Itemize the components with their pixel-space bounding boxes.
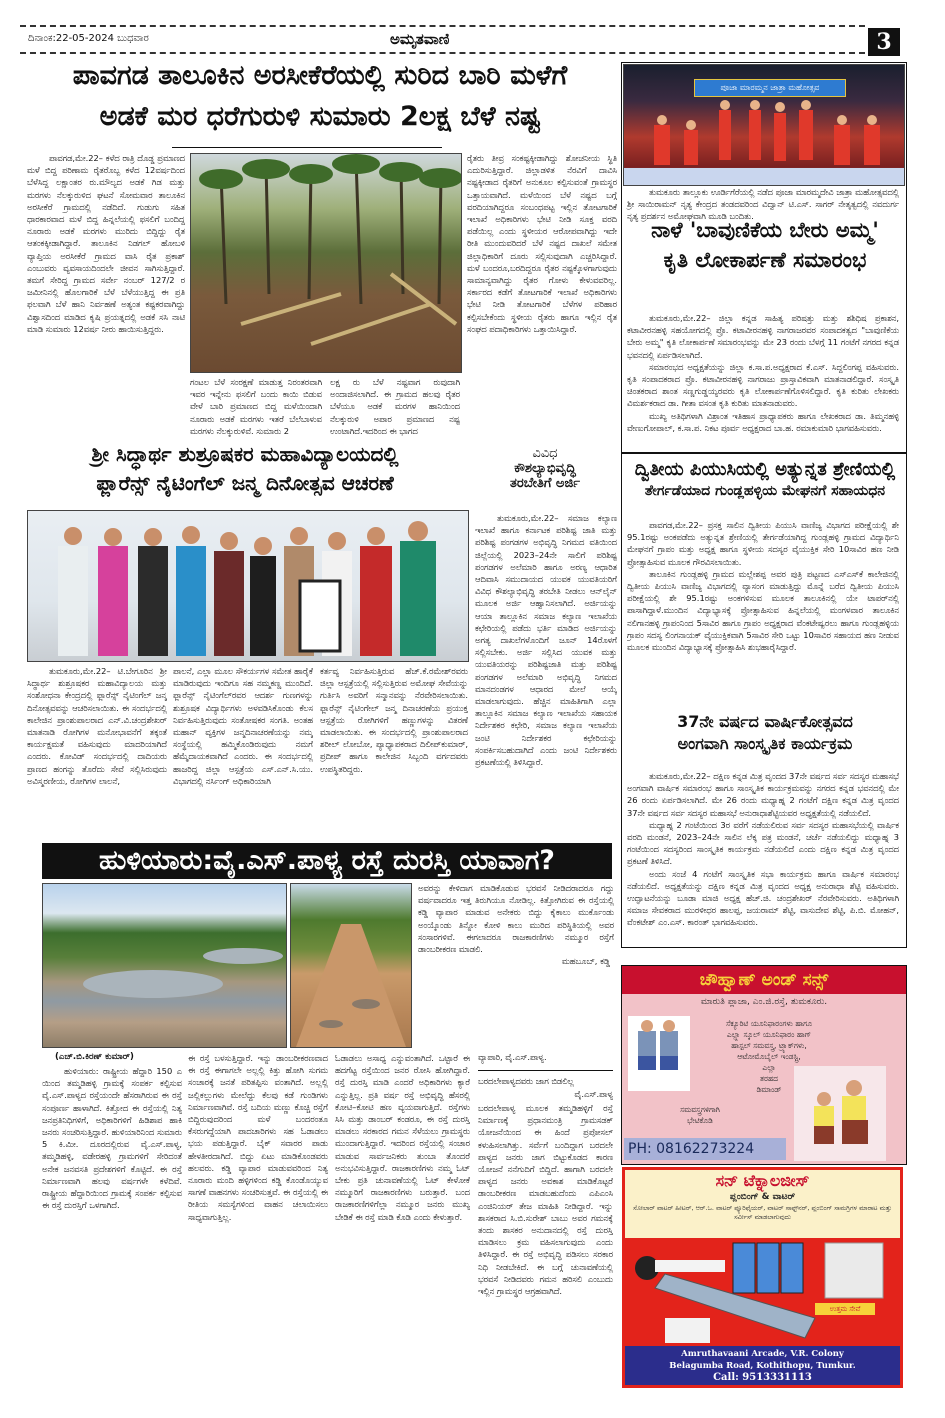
- nursing-col3: ಕರ್ತವ್ಯ ನಿರ್ವಹಿಸುತ್ತಿರುವ ಹೆಚ್.ಕೆ.ರಮೇಶ್‌ರವರು ಜಿಲ್ಲಾ ಆಸ್ಪತ್ರೆಯಲ್ಲಿ ಸಲ್ಲಿಸುತ್ತಿರುವ ಅಮೋಘ ಸೇವೆಯನ್ನು ಗುರ್ತಿಸಿ ಅವರಿಗೆ ಸನ್ಮಾನವನ್ನು ನೆರವೇರಿಸಲಾಯಿತು. ಫ್ಲಾರೆನ್ಸ್ ನೈಟಿಂಗೇಲ್ ಜನ್ಮ ದಿನಾಚರಣೆಯ ಪ್ರಯುಕ್ತ ಆಸ್ಪತ್ರೆಯ ರೋಗಿಗಳಿಗೆ ಹಣ್ಣುಗಳನ್ನು ವಿತರಣೆ ಮಾಡಲಾಯಿತು. ಈ ಸಂದರ್ಭದಲ್ಲಿ ಪ್ರಾಂಶುಪಾಲರಾದ ಶರೀಲ್ ಲೋಬೋ, ಪ್ಯಾಧ್ಯಾಪಕರಾದ ದಿಲೀಪ್‌ಕುಮಾರ್, ಪ್ರದೀಪ್ ಹಾಗೂ ಕಾಲೇಜಿನ ಸಿಬ್ಬಂದಿ ವರ್ಗದವರು ಉಪಸ್ಥಿತರಿದ್ದರು.: [320, 666, 468, 774]
- road-photo-right: [290, 883, 412, 1048]
- training-headline-line3: ತರಬೇತಿಗೆ ಅರ್ಜಿ: [510, 475, 580, 491]
- solar-ad-tagline: ಸೋಲಾರ್ ವಾಟರ್ ಹೀಟರ್, ಆರ್.ಒ. ವಾಟರ್ ಪ್ಯೂರಿಫೈಯರ್, ವಾಟರ್ ಸಾಫ್ಟ್‌ನರ್, ಪ್ಲಂಬಿಂಗ್ ಸಾಮಗ್ರಿಗಳ ಮಾರಾಟ ಮತ್ತು ಸರ್ವೀಸ್ ಮಾಡಲಾಗುವುದು: [633, 1204, 892, 1221]
- story1-col4: ರೈತರು ತೀವ್ರ ಸಂಕಷ್ಟಕ್ಕೀಡಾಗಿದ್ದು ಶೋಚನೀಯ ಸ್ಥಿತಿ ಎದುರಿಸುತ್ತಿದ್ದಾರೆ. ಜಿಲ್ಲಾಡಳಿತ ನೆರವಿಗೆ ದಾವಿಸಿ ನಷ್ಟಕ್ಕೀಡಾದ ರೈತರಿಗೆ ಅನುಕೂಲ ಕಲ್ಪಿಸುವಂತೆ ಗ್ರಾಮಸ್ಥರ ಒತ್ತಾಯವಾಗಿದೆ. ಮಳೆಯಿಂದ ಬೆಳೆ ನಷ್ಟದ ಬಗ್ಗೆ ವರದಿಯಾಗಿದ್ದರೂ ಸಂಬಂಧಪಟ್ಟ ಇಲ್ಲಿನ ತೋಟಗಾರಿಕೆ ಇಲಾಖೆ ಅಧಿಕಾರಿಗಳು ಭೇಟಿ ನೀಡಿ ಸೂಕ್ತ ವರದಿ ಪಡೆಯಿಲ್ಲ ಎಂದು ಸ್ಥಳೀಯರ ಆರೋಪವಾಗಿದ್ದು ಇದೇ ರೀತಿ ಮುಂದುವರಿದರೆ ಬೆಳೆ ನಷ್ಟದ ದಾಖಲೆ ಸಮೇತ ಜಿಲ್ಲಾಧಿಕಾರಿಗೆ ದೂರು ಸಲ್ಲಿಸುವುದಾಗಿ ಎಚ್ಚರಿಸಿದ್ದಾರೆ. ಮಳೆ ಬಂದರೂ,ಬರದಿದ್ದರೂ ರೈತರ ನಷ್ಟಕ್ಕೊಳಗಾಗುವುದು ಸಾಮಾನ್ಯವಾಗಿದ್ದು ರೈತರ ಗೋಳು ಕೇಳುವವರಿಲ್ಲ. ಸರ್ಕಾರದ ಕಡೆಗೆ ತೋಟಗಾರಿಕೆ ಇಲಾಖೆ ಅಧಿಕಾರಿಗಳು ಭೇಟಿ ನೀಡಿ ತೋಟಗಾರಿಕೆ ಬೆಳೆಗಳ ಪರಿಹಾರ ಕಲ್ಪಿಸಬೇಕೆಂದು ಸ್ಥಳೀಯ ರೈತರು ಹಾಗೂ ಇಲ್ಲಿನ ರೈತ ಸಂಘದ ಪದಾಧಿಕಾರಿಗಳು ಒತ್ತಾಯಿಸಿದ್ದಾರೆ.: [467, 153, 617, 334]
- road-col1: ಹುಳಿಯಾರು: ರಾಷ್ಟ್ರೀಯ ಹೆದ್ದಾರಿ 150 ಎ ಯಿಂದ ತಮ್ಮಡಿಹಳ್ಳಿ ಗ್ರಾಮಕ್ಕೆ ಸಂಪರ್ಕ ಕಲ್ಪಿಸುವ ವೈ.ಎಸ್.ಪಾಳ್ಯದ ರಸ್ತೆಯಂದೇ ಹೆಸರಾಗಿರುವ ಈ ರಸ್ತೆ ಸಂಪೂರ್ಣ ಹಾಳಾಗಿದೆ. ಕಿತ್ತೋದ ಈ ರಸ್ತೆಯಲ್ಲಿ ನಿತ್ಯ ಜನಪ್ರತಿನಿಧಿಗಳಿಗೆ, ಅಧಿಕಾರಿಗಳಿಗೆ ಹಿಡಿಶಾಪ ಹಾಕಿ ಜನರು ಸಂಚರಿಸುತ್ತಿದ್ದಾರೆ. ಹುಳಿಯಾರಿನಿಂದ ಸುಮಾರು 5 ಕಿ.ಮೀ. ದೂರದಲ್ಲಿರುವ ವೈ.ಎಸ್.ಪಾಳ್ಯ, ತಮ್ಮಡಿಹಳ್ಳಿ, ವಡೇರಹಳ್ಳಿ ಗ್ರಾಮಗಳಿಗೆ ಸೇರಿದಂತೆ ಅನೇಕ ಜನವಸತಿ ಪ್ರದೇಶಗಳಿಗೆ ಕೊಟ್ಟಿದೆ. ಈ ರಸ್ತೆ ನಿರ್ಮಾಣವಾಗಿ ಹಲವು ವರ್ಷಗಳೇ ಕಳೆದಿವೆ. ರಾಷ್ಟ್ರೀಯ ಹೆದ್ದಾರಿಯಿಂದ ಗ್ರಾಮಕ್ಕೆ ಸಂಪರ್ಕ ಕಲ್ಪಿಸುವ ಈ ರಸ್ತೆ ದುರಸ್ತಿಗೆ ಒಳಗಾಗಿದೆ.: [42, 1066, 182, 1211]
- road-col2: ಈ ರಸ್ತೆ ಬಳಸುತ್ತಿದ್ದಾರೆ. ಇನ್ನು ಡಾಂಬರೀಕರಣವಾದ ಈ ರಸ್ತೆ ಈಗಾಗಲೇ ಅಲ್ಲಲ್ಲಿ ಕಿತ್ತು ಹೋಗಿ ಸುಗಮ ಸಂಚಾರಕ್ಕೆ ಜನತೆ ಪರಿತಪ್ಪಿಸು ವಂತಾಗಿದೆ. ಅಲ್ಲಲ್ಲಿ ಜಲ್ಲಿಕಲ್ಲುಗಳು ಮೇಲೆದ್ದು ಕೆಲವು ಕಡೆ ಗುಂಡಿಗಳು ನಿರ್ಮಾಣವಾಗಿವೆ. ರಸ್ತೆ ಬದಿಯ ಮಣ್ಣು ಕೊಚ್ಚಿ ರಸ್ತೆಗೆ ಬಿದ್ದಿರುವುದರಿಂದ ಮಳೆ ಬಂದರಂತೂ ಕೆಸರುಗದ್ದೆಯಾಗಿ ಪಾದಚಾರಿಗಳು ಸಹ ಓಡಾಡಲು ಭಯ ಪಡುತ್ತಿದ್ದಾರೆ. ಬೈಕ್ ಸವಾರರ ಪಾಡು ಹೇಳತೀರದಾಗಿದೆ. ಬಿದ್ದು ಏಟು ಮಾಡಿಕೊಂಡವರು ಹಲವರು. ಕಡ್ಡಿ ವ್ಯಾಪಾರ ಮಾಡುವವರಿಂದ ನಿತ್ಯ ನೂರಾರು ಮಂದಿ ಹಳ್ಳಿಗಳಿಂದ ಕಡ್ಡಿ ಕೊಂಡೊಯ್ಯುವ ಸಾಗಣೆ ವಾಹನಗಳು ಸಂಚರಿಸುತ್ತವೆ. ಈ ರಸ್ತೆಯಲ್ಲಿ ಈ ರೀತಿಯ ಸಮಸ್ಯೆಗಳಿಂದ ವಾಹನ ಚಲಾಯಿಸಲು ಸಾಧ್ಯವಾಗುತ್ತಿಲ್ಲ.: [188, 1053, 328, 1222]
- dancers-illustration: [624, 65, 904, 185]
- uniform-ad-lines: ಸೆಕ್ಯೂರಿಟಿ ಯೂನಿಫಾರಂಗಳು ಹಾಗೂ ಎಲ್ಲ್ಲಾ ಸ್ಕೂಲ್ ಯೂನಿಫಾರಂ ಹಾಗ್ ಹಾಸ್ಟಲ್ ಸಮವಸ್ತ್ರ, ಟ್ರ್ಯಾಕ್‌ಗಳು, ಆಟೋಮೊಬೈಲ್ ಇಂಡಸ್ಟ್ರಿ, ಎಲ್ಲಾ ತರಹದ ಡಿಮಾಂಡ್: [725, 1019, 813, 1094]
- nursing-col2: ಪಾಲನೆ, ಎಲ್ಲಾ ಮೂಲ ಸೌಕರ್ಯಗಳ ಸಮೇತ ಹಾರೈಕೆ ಮಾಡಿರುವುದು ಇಂದಿಗೂ ಸಹ ನಮ್ಮಕಣ್ಣ ಮುಂದಿದೆ. ಫ್ಲಾರೆನ್ಸ್ ನೈಟಿಂಗೆಲ್‌ರವರ ಆದರ್ಶ ಗುಣಗಳನ್ನು ಶುಶ್ರೂಷಕ ವಿದ್ಯಾರ್ಥಿಗಳು ಅಳವಡಿಸಿಕೊಂಡು ಕೆಲಸ ನಿರ್ವಹಿಸುತ್ತಿರುವುದು ಸಂತೋಷಕರ ಸಂಗತಿ. ಅಂತಹ ಮಹಾನ್ ವ್ಯಕ್ತಿಗಳ ಜನ್ಮದಿನಾಚರಣೆಯನ್ನು ನಮ್ಮ ಸಂಸ್ಥೆಯಲ್ಲಿ ಹಮ್ಮಿಕೊಂಡಿರುವುದು ನಮಗೆ ಹೆಮ್ಮೆದಾಯಕವಾಗಿದೆ ಎಂದರು. ಈ ಸಂದರ್ಭದಲ್ಲಿ ಹಾಜರಿದ್ದ ಜಿಲ್ಲಾ ಆಸ್ಪತ್ರೆಯ ಎಸ್.ಎನ್.ಸಿ.ಯು. ವಿಭಾಗದಲ್ಲಿ ನರ್ಸಿಂಗ್ ಅಧಿಕಾರಿಯಾಗಿ: [173, 666, 313, 786]
- nursing-headline-line2: ಫ್ಲಾರೆನ್ಸ್ ನೈಟಿಂಗೆಲ್ ಜನ್ಮ ದಿನೋತ್ಸವ ಆಚರಣೆ: [96, 471, 394, 495]
- road-right-sign: ಮಹಬೂಬ್, ಕಡ್ಡಿ: [561, 956, 610, 967]
- road-right-top: ಅವರನ್ನು ಕೇಳಿದಾಗ ಮಾಡಿಕೊಡುವ ಭರವಸೆ ನೀಡಿದರಾದರೂ ಗದ್ದು ವರ್ಷವಾದರೂ ಇತ್ತ ತಿರುಗಿಯೂ ನೋಡಿಲ್ಲ. ಕಿತ್ತೋಗಿರುವ ಈ ರಸ್ತೆಯಲ್ಲಿ ಕಡ್ಡಿ ವ್ಯಾಪಾರ ಮಾಡುವ ಅನೇಕರು ಬಿದ್ದು ಕೈಕಾಲು ಮುರ್ಕೊಂಡು ಅಂಯ್ಕೊಂಡು ತಿನ್ನೋ ಕೋಳಿ ಕಾಲು ಮುರಿದ ಪರಿಸ್ಥಿತಿಯಲ್ಲಿ ಅವರ ಸಂಸಾರಗಳಿವೆ. ಈಗಲಾದರೂ ರಾಜಕಾರಣಿಗಳು ನಮ್ಮೂರ ರಸ್ತೆಗೆ ಡಾಂಬರೀಕರಣ ಮಾಡಲಿ. ಮಹಬೂಬ್, ಕಡ್ಡಿ: [418, 883, 614, 967]
- road-col4: ಬರದಲೇಪಾಳ್ಯ ಮೂಲಕ ತಮ್ಮಡಿಹಳ್ಳಿಗೆ ರಸ್ತೆ ನಿರ್ಮಾಣಕ್ಕೆ ಪ್ರಧಾನಮಂತ್ರಿ ಗ್ರಾಮಸಡಕ್ ಯೋಜನೆಯಿಂದ ಈ ಹಿಂದೆ ಪ್ರಪೋಸಲ್ ಕಳುಹಿಸಲಾಗಿತ್ತು. ಸರ್ವೆಗೆ ಬಂದಿದ್ದಾಗ ಬರದಲೇ ಪಾಳ್ಯದ ಜನರು ಜಾಗ ಬಿಟ್ಟುಕೊಡದ ಕಾರಣ ಯೋಜನೆ ನನೆಗುದಿಗೆ ಬಿದ್ದಿದೆ. ಹಾಗಾಗಿ ಬರದಲೇ ಪಾಳ್ಯದ ಜನರು ಅವಕಾಶ ಮಾಡಿಕೊಟ್ಟರೆ ಡಾಂಬರೀಕರಣ ಮಾಡಬಹುದೆಂದು ಎಪಿಎಂಸಿ ಎಂಜಿನಿಯರ್ ತೇಜ ಮಾಹಿತಿ ನೀಡಿದ್ದಾರೆ. ಇನ್ನು ಶಾಸಕರಾದ ಸಿ.ಬಿ.ಸುರೇಶ್ ಬಾಬು ಅವರ ಗಮನಕ್ಕೆ ತಂದು ಶಾಸಕರ ಅನುದಾನದಲ್ಲಿ ರಸ್ತೆ ದುರಸ್ತಿ ಮಾಡಿಸಲು ಕ್ರಮ ವಹಿಸಲಾಗುವುದು ಎಂದು ತಿಳಿಸಿದ್ದಾರೆ. ಈ ರಸ್ತೆ ಅಭಿವೃದ್ಧಿ ಪಡಿಸಲು ಸರಕಾರ ನಿಧಿ ನೀಡಬೇಕಿದೆ. ಈ ಬಗ್ಗೆ ಚುನಾವಣೆಯಲ್ಲಿ ಭರವಸೆ ನೀಡಿದವರು ಗಮನ ಹರಿಸಲಿ ಎಂಬುದು ಇಲ್ಲಿನ ಗ್ರಾಮಸ್ಥರ ಆಗ್ರಹವಾಗಿದೆ.: [478, 1103, 613, 1297]
- puc-headline-line2: ತೇರ್ಗಡೆಯಾದ ಗುಂಡ್ಲಹಳ್ಳಿಯ ಮೇಘನಗೆ ಸಹಾಯಧನ: [644, 482, 886, 499]
- puc-body: ಪಾವಗಡ,ಮೇ.22– ಪ್ರಸಕ್ತ ಸಾಲಿನ ದ್ವಿತೀಯ ಪಿಯುಸಿ ವಾಣಿಜ್ಯ ವಿಭಾಗದ ಪರೀಕ್ಷೆಯಲ್ಲಿ ಶೇ 95.1ರಷ್ಟು ಅಂಕಪಡೆದು ಅತ್ಯುನ್ನತ ಶ್ರೇಣಿಯಲ್ಲಿ ತೇರ್ಗಡೆಯಾಗಿದ್ದ ಗುಂಡ್ಲಹಳ್ಳಿ ಗ್ರಾಮದ ವಿದ್ಯಾರ್ಥಿನಿ ಮೇಘನಗೆ ಗ್ರಾಪಂ ಮತ್ತು ಅಧ್ಯಕ್ಷ ಹಾಗೂ ಸ್ಥಳೀಯ ಸದಸ್ಯರ ವೈಯುಕ್ತಿಕ ಸೇರಿ 10ಸಾವಿರ ಹಣ ನೀಡಿ ಪ್ರೋತ್ಸಾಹಿಸುವ ಮೂಲಕ ಗೌರವಿಸಲಾಯಿತು. ತಾಲೂಕಿನ ಗುಂಡ್ಲಹಳ್ಳಿ ಗ್ರಾಮದ ಮಲ್ಲೇಶಪ್ಪ ಅವರ ಪುತ್ರಿ ಪಟ್ಟಣದ ಎಸ್‌ಎಸ್‌ಕೆ ಕಾಲೇಜಿನಲ್ಲಿ ದ್ವಿತೀಯ ಪಿಯುಸಿ ವಾಣಿಜ್ಯ ವಿಭಾಗದಲ್ಲಿ ವ್ಯಾಸಂಗ ಮಾಡುತ್ತಿದ್ದು ಮೊನ್ನೆ ಬರೆದ ದ್ವಿತೀಯ ಪಿಯುಸಿ ಪರೀಕ್ಷೆಯಲ್ಲಿ ಶೇ 95.1ರಷ್ಟು ಅಂಕಗಳಿಸುವ ಮೂಲಕ ತಾಲೂಕಿನಲ್ಲಿ ಯೇ ಟಾಪರ್‌ನಲ್ಲಿ ಪಾಸಾಗಿದ್ದಾಳೆ.ಮುಂದಿನ ವಿದ್ಯಾಭ್ಯಾಸಕ್ಕೆ ಪ್ರೋತ್ಸಾಹಿಸುವ ಹಿನ್ನಲೆಯಲ್ಲಿ ಮಂಗಳವಾರ ತಾಲೂಕಿನ ನಲಿಗಾನಹಳ್ಳಿ ಗ್ರಾಪಂನಿಂದ 5ಸಾವಿರ ಹಾಗೂ ಗ್ರಾಪಂ ಅಧ್ಯಕ್ಷರಾದ ವೆಂಕಟೇಷ್ವರಲು ಹಾಗೂ ಗುಂಡ್ಲಹಳ್ಳಿಯ ಗ್ರಾಪಂ ಸದಸ್ಯ ಲಿಂಗನಾಯಕ್ ವೈಯುಕ್ತಿಕವಾಗಿ 5ಸಾವಿರ ಸೇರಿ ಒಟ್ಟು 10ಸಾವಿರ ಸಹಾಯದ ಹಣ ನೀಡುವ ಮೂಲಕ ಮುಂದಿನ ವಿದ್ಯಾಭ್ಯಾಸಕ್ಕೆ ಪ್ರೋತ್ಸಾಹಿಸಿ ಶುಭಹಾರೈಸಿದ್ದಾರೆ.: [627, 520, 899, 653]
- book-headline-line1: ನಾಳೆ 'ಬಾವುಣಿಕೆಯ ಬೇರು ಅಮ್ಮ': [651, 218, 879, 242]
- solar-ad-address2: Belagumba Road, Kothithopu, Tumkur.: [669, 1361, 856, 1371]
- jatra-caption: ತುಮಕೂರು ತಾಲ್ಲೂಕು ಊರ್ಡಿಗೆರೆಯಲ್ಲಿ ನಡೆದ ಪೂಜಾ ಮಾರಮ್ಮದೇವಿ ಜಾತ್ರಾ ಮಹೋತ್ಸವದಲ್ಲಿ ಶ್ರೀ ಸಾಯಿರಾಮನ್ ನೃತ್ಯ ಕೇಂದ್ರದ ತಂಡದವರಿಂದ ವಿದ್ವಾನ್ ಟಿ.ಎಸ್. ಸಾಗರ್ ನೇತೃತ್ವದಲ್ಲಿ ನವದುರ್ಗ ನೃತ್ಯ ಪ್ರದರ್ಶನ ಅಮೋಘವಾಗಿ ಮೂಡಿ ಬಂದಿತು.: [627, 187, 899, 222]
- solar-ad-call[interactable]: Call: 9513331113: [713, 1372, 812, 1383]
- uniform-ad-title: ಚೌಹ್ವಾಣ್ ಅಂಡ್ ಸನ್ಸ್: [622, 966, 906, 994]
- anniv-body: ತುಮಕೂರು,ಮೇ.22– ದಕ್ಷಿಣ ಕನ್ನಡ ಮಿತ್ರ ವೃಂದದ 37ನೇ ವರ್ಷದ ಸರ್ವ ಸದಸ್ಯರ ಮಹಾಸಭೆ ಅಂಗವಾಗಿ ವಾರ್ಷಿಕ ಸಮಾರಂಭ ಹಾಗೂ ಸಾಂಸ್ಕೃತಿಕ ಕಾರ್ಯಕ್ರಮವನ್ನು ನಗರದ ಕನ್ನಡ ಭವನದಲ್ಲಿ ಮೇ 26 ರಂದು ಏರ್ಪಡಿಸಲಾಗಿದೆ. ಮೇ 26 ರಂದು ಮಧ್ಯಾಹ್ನ 2 ಗಂಟೆಗೆ ದಕ್ಷಿಣ ಕನ್ನಡ ಮಿತ್ರ ವೃಂದದ 37ನೇ ವರ್ಷದ ಸರ್ವ ಸದಸ್ಯರ ಮಹಾಸಭೆ ಅನುರಾಧಾಶೆಟ್ಟಿಯವರ ಅಧ್ಯಕ್ಷತೆಯಲ್ಲಿ ನಡೆಯಲಿದೆ. ಮಧ್ಯಾಹ್ನ 2 ಗಂಟೆಯಿಂದ 3ರ ವರೆಗೆ ನಡೆಯಲಿರುವ ಸರ್ವ ಸದಸ್ಯರ ಮಹಾಸಭೆಯಲ್ಲಿ ವಾರ್ಷಿಕ ವರದಿ ಮಂಡನೆ, 2023–24ನೇ ಸಾಲಿನ ಲೆಕ್ಕ ಪತ್ರ ಮಂಡನೆ, ಚರ್ಚೆ ನಡೆಯಲಿದ್ದು ಮಧ್ಯಾಹ್ನ 3 ಗಂಟೆಯಿಂದ ಸದಸ್ಯರಿಂದ ಸಾಂಸ್ಕೃತಿಕ ಕಾರ್ಯಕ್ರಮ ನಡೆಯಲಿದೆ ಎಂದು ದಕ್ಷಿಣ ಕನ್ನಡ ಮಿತ್ರ ವೃಂದದ ಪ್ರಕಟಣೆ ತಿಳಿಸಿದೆ. ಅಂದು ಸಂಜೆ 4 ಗಂಟೆಗೆ ಸಾಂಸ್ಕೃತಿಕ ಸಭಾ ಕಾರ್ಯಕ್ರಮ ಹಾಗೂ ವಾರ್ಷಿಕ ಸಮಾರಂಭ ನಡೆಯಲಿದೆ. ಅಧ್ಯಕ್ಷತೆಯನ್ನು ದಕ್ಷಿಣ ಕನ್ನಡ ಮಿತ್ರ ವೃಂದದ ಅಧ್ಯಕ್ಷ ಅನುರಾಧಾ ಶೆಟ್ಟಿ ವಹಿಸುವರು. ಉದ್ಘಾಟನೆಯನ್ನು ಬೂಡಾ ಮಾಜಿ ಅಧ್ಯಕ್ಷ ಹೆಚ್.ಜಿ. ಚಂದ್ರಶೇಖರ್ ನೆರವೇರಿಸುವರು. ಅತಿಥಿಗಳಾಗಿ ಸಮಾಜ ಸೇವಕರಾದ ಮುರಳೀಧರ ಹಾಲಪ್ಪ, ಜಯರಾಮ್ ಶೆಟ್ಟಿ, ವಾಸುದೇವ ಶೆಟ್ಟಿ, ಪಿ.ಬಿ. ಮೋಹನ್, ವೆಂಕಟೇಶ್ ಎಂ.ಎಸ್. ಕಾರಂತ್ ಭಾಗವಹಿಸುವರು.: [627, 771, 899, 928]
- story1-headline-line2: ಅಡಕೆ ಮರ ಧರೆಗುರುಳಿ ಸುಮಾರು 2ಲಕ್ಷ ಬೆಳೆ ನಷ್ಟ: [99, 101, 541, 133]
- book-body: ತುಮಕೂರು,ಮೇ.22– ಜಿಲ್ಲಾ ಕನ್ನಡ ಸಾಹಿತ್ಯ ಪರಿಷತ್ತು ಮತ್ತು ಶಶಿಧಿಷ ಪ್ರಕಾಶನ, ಕಟಾವೀರನಹಳ್ಳಿ ಸಹಯೋಗದಲ್ಲಿ ಪ್ರೊ. ಕಟಾವೀರನಹಳ್ಳಿ ನಾಗರಾಜರವರ ಸಂಪಾದಕತ್ವದ "ಬಾವುಣಿಕೆಯ ಬೇರು ಅಮ್ಮ" ಕೃತಿ ಲೋಕಾರ್ಪಣೆ ಸಮಾರಂಭವನ್ನು ಮೇ 23 ರಂದು ಬೆಳಗ್ಗೆ 11 ಗಂಟೆಗೆ ನಗರದ ಕನ್ನಡ ಭವನದಲ್ಲಿ ಏರ್ಪಡಿಸಲಾಗಿದೆ. ಸಮಾರಂಭದ ಅಧ್ಯಕ್ಷತೆಯನ್ನು ಜಿಲ್ಲಾ ಕ.ಸಾ.ಪ.ಅಧ್ಯಕ್ಷರಾದ ಕೆ.ಎಸ್. ಸಿದ್ದಲಿಂಗಪ್ಪ ವಹಿಸುವರು. ಕೃತಿ ಸಂಪಾದಕರಾದ ಪ್ರೊ. ಕಟಾವೀರನಹಳ್ಳಿ ನಾಗರಾಜು ಪ್ರಾಸ್ತಾವಿಕವಾಗಿ ಮಾತನಾಡಲಿದ್ದಾರೆ. ಸಂಸ್ಕೃತಿ ಚಿಂತಕರಾದ ಶಾಂತ ಸಣ್ಣಗುಡ್ಡಯ್ಯರವರು ಕೃತಿ ಲೋಕಾರ್ಪಣೆಗೊಳಿಸಲಿದ್ದಾರೆ. ಕೃತಿ ಕುರಿತು ಲೇಖಕರು ವಿಮರ್ಶಕರಾದ ಡಾ. ಗೀತಾ ವಸಂತ ಕೃತಿ ಕುರಿತು ಮಾತನಾಡುವರು. ಮುಖ್ಯ ಅತಿಥಿಗಳಾಗಿ ವಿಶ್ರಾಂತ ಇತಿಹಾಸ ಪ್ರಾಧ್ಯಾಪಕರು ಹಾಗೂ ಲೇಖಕರಾದ ಡಾ. ತಿಮ್ಮನಹಳ್ಳಿ ವೇಣುಗೋಪಾಲ್, ಕ.ಸಾ.ಪ. ನಿಕಟ ಪೂರ್ವ ಅಧ್ಯಕ್ಷರಾದ ಬಾ.ಹ. ರಮಾಕುಮಾರಿ ಭಾಗವಹಿಸುವರು.: [627, 313, 899, 433]
- training-headline: [470, 447, 620, 492]
- muddy-road-illustration: [291, 884, 411, 1047]
- training-headline-line2: ಕೌಶಲ್ಯಾಭಿವೃದ್ಧಿ: [514, 460, 576, 476]
- story1-headline-line1: ಪಾವಗಡ ತಾಲೂಕಿನ ಅರಸೀಕೆರೆಯಲ್ಲಿ ಸುರಿದ ಬಾರಿ ಮಳೆಗೆ: [72, 60, 568, 91]
- road-byline: (ಎಚ್.ಬಿ.ಕಿರಣ್ ಕುಮಾರ್): [55, 1052, 134, 1062]
- story1-col3: ಲಕ್ಷ ರು ಬೆಳೆ ನಷ್ಟವಾಗ ರುವುದಾಗಿ ಅಂದಾಜಿಸಲಾಗಿದೆ. ಈ ಗ್ರಾಮದ ಹಲವು ರೈತರ ಬೆಳೆಯೂ ಅಡಕೆ ಮರಗಳ ಹಾನಿಯಿಂದ ನೆಲಕ್ಕುರುಳಿ ಅಪಾರ ಪ್ರಮಾಣದ ನಷ್ಟ ಉಂಟಾಗಿದೆ.ಇದರಿಂದ ಈ ಭಾಗದ: [330, 377, 460, 436]
- uniform-ad-address: ಮಾರುತಿ ಪ್ಲಾಜಾ, ಎಂ.ಜಿ.ರಸ್ತೆ, ತುಮಕೂರು.: [700, 997, 828, 1007]
- areca-trees-illustration: [191, 154, 461, 372]
- solar-ad-address1: Amruthavaani Arcade, V.R. Colony: [681, 1349, 844, 1359]
- book-headline-line2: ಕೃತಿ ಲೋಕಾರ್ಪಣೆ ಸಮಾರಂಭ: [663, 248, 867, 273]
- nursing-headline: [20, 443, 470, 495]
- page-number: 3: [868, 28, 900, 56]
- jatra-photo: [623, 64, 905, 186]
- uniform-ad-phone[interactable]: PH: 08162273224: [624, 1138, 786, 1160]
- solar-ad-subtitle: ಪ್ಲಂಬಿಂಗ್ & ವಾಟರ್: [729, 1192, 796, 1202]
- masthead-title: ಅಮೃತವಾಣಿ: [390, 30, 450, 48]
- anniv-headline-line2: ಅಂಗವಾಗಿ ಸಾಂಸ್ಕೃತಿಕ ಕಾರ್ಯಕ್ರಮ: [677, 734, 853, 754]
- training-headline-line1: ವಿವಿಧ: [532, 446, 558, 461]
- training-body: ತುಮಕೂರು,ಮೇ.22– ಸಮಾಜ ಕಲ್ಯಾಣ ಇಲಾಖೆ ಹಾಗೂ ಕರ್ನಾಟಕ ಪರಿಶಿಷ್ಟ ಜಾತಿ ಮತ್ತು ಪರಿಶಿಷ್ಟ ಪಂಗಡಗಳ ಅಭಿವೃದ್ಧಿ ನಿಗಮದ ವತಿಯಿಂದ ಜಿಲ್ಲೆಯಲ್ಲಿ 2023–24ನೇ ಸಾಲಿಗೆ ಪರಿಶಿಷ್ಟ ಪಂಗಡಗಳ ಅಲೆಮಾರಿ ಹಾಗೂ ಅರಣ್ಯ ಆಧಾರಿತ ಆದಿವಾಸಿ ಸಮುದಾಯದ ಯುವಕ ಯುವತಿಯರಿಗೆ ವಿವಿಧ ಕೌಶಲ್ಯಾಭಿವೃದ್ಧಿ ತರಬೇತಿ ನೀಡಲು ಆನ್‌ಲೈನ್ ಮೂಲಕ ಅರ್ಜಿ ಆಹ್ವಾನಿಸಲಾಗಿದೆ. ಅರ್ಜಿಯನ್ನು ಆಯಾ ತಾಲ್ಲೂಕಿನ ಸಮಾಜ ಕಲ್ಯಾಣ ಇಲಾಖೆಯ ಕಛೇರಿಯಲ್ಲಿ ಪಡೆದು ಭರ್ತಿ ಮಾಡಿದ ಅರ್ಜಿಯನ್ನು ಅಗತ್ಯ ದಾಖಲೆಗಳೊಂದಿಗೆ ಜೂನ್ 14ರೊಳಗೆ ಸಲ್ಲಿಸಬೇಕು. ಅರ್ಜಿ ಸಲ್ಲಿಸಿದ ಯುವಕ ಮತ್ತು ಯುವತಿಯರನ್ನು ಪರಿಶಿಷ್ಟಜಾತಿ ಮತ್ತು ಪರಿಶಿಷ್ಟ ಪಂಗಡಗಳ ಅಲೆಮಾರಿ ಅಭಿವೃದ್ಧಿ ನಿಗಮದ ಮಾನದಂಡಗಳ ಆಧಾರದ ಮೇಲೆ ಆಯ್ಕೆ ಮಾಡಲಾಗುವುದು. ಹೆಚ್ಚಿನ ಮಾಹಿತಿಗಾಗಿ ಎಲ್ಲಾ ತಾಲ್ಲೂಕಿನ ಸಮಾಜ ಕಲ್ಯಾಣ ಇಲಾಖೆಯ ಸಹಾಯಕ ನಿರ್ದೇಶಕರ ಕಛೇರಿ, ಸಮಾಜ ಕಲ್ಯಾಣ ಇಲಾಖೆಯ ಜಂಟಿ ನಿರ್ದೇಶಕರ ಕಛೇರಿಯನ್ನು ಸಂಪರ್ಕಿಸಬಹುದಾಗಿದೆ ಎಂದು ಜಂಟಿ ನಿರ್ದೇಶಕರು ಪ್ರಕಟಣೆಯಲ್ಲಿ ತಿಳಿಸಿದ್ದಾರೆ.: [475, 513, 617, 768]
- nursing-group-photo: [27, 510, 469, 662]
- road-col4-rule: [478, 1070, 613, 1071]
- solar-ad-title: ಸನ್ ಟೆಕ್ನಾಲಜೀಸ್: [715, 1171, 810, 1190]
- story1-headline: [20, 60, 620, 132]
- solar-ad-footer: [625, 1346, 900, 1386]
- road-col4-place: ವೈ.ಎಸ್.ಪಾಳ್ಯ: [574, 1089, 613, 1099]
- uniform-ad[interactable]: [621, 965, 907, 1165]
- nursing-headline-line1: ಶ್ರೀ ಸಿದ್ಧಾರ್ಥ ಶುಶ್ರೂಷಕರ ಮಹಾವಿದ್ಯಾಲಯದಲ್ಲಿ: [91, 442, 399, 466]
- puc-headline: [621, 460, 909, 499]
- uniform-boys-image: [628, 1016, 690, 1091]
- anniv-headline: [621, 713, 909, 754]
- road-photo-left: [42, 883, 287, 1048]
- solar-ad[interactable]: [622, 1167, 903, 1388]
- uniform-kids-image: [794, 1066, 886, 1161]
- anniv-headline-line1: 37ನೇ ವರ್ಷದ ವಾರ್ಷಿಕೋತ್ಸವದ: [677, 712, 853, 731]
- road-headline: ಹುಳಿಯಾರು:ವೈ.ಎಸ್.ಪಾಳ್ಯ ರಸ್ತೆ ದುರಸ್ತಿ ಯಾವಾಗ?: [42, 843, 612, 879]
- book-headline: [621, 218, 909, 272]
- story1-col2: ಗಂಟಲ ಬೆಳೆ ಸಂರಕ್ಷಣೆ ಮಾಡುತ್ತ ನಿರಂತರವಾಗಿ ಇವರ ಇನ್ನೇನು ಫಸಲಿಗೆ ಬಂದು ಕಾಯಿ ಬಿಡುವ ವೇಳೆ ಬಾರಿ ಪ್ರಮಾಣದ ಬಿದ್ದ ಮಳೆಯಿಂದಾಗಿ ನೂರಾರು ಅಡಕೆ ಮರಗಳು ಇತರೆ ಬೆಲೆಬಾಳುವ ಮರಗಳು ನೆಲಕ್ಕುರುಳಿವೆ. ಸುಮಾರು 2: [190, 377, 322, 436]
- story1-col1: ಪಾವಗಡ,ಮೇ.22– ಕಳೆದ ರಾತ್ರಿ ದೊಡ್ಡ ಪ್ರಮಾಣದ ಮಳೆ ಬಿದ್ದ ಪರಿಣಾಮ ರೈತರೊಬ್ಬ ಕಳೆದ 12ವರ್ಷದಿಂದ ಬೆಳೆಸಿದ್ದ ಲಕ್ಷಾಂತರ ರು.ಮೌಲ್ಯದ ಅಡಕೆ ಗಿಡ ಮತ್ತು ಮರಗಳು ನೆಲಕ್ಕುರುಳಿದ ಘಟನೆ ಸೋಮವಾರ ತಾಲೂಕಿನ ಅರಸೀಕೆರೆ ಗ್ರಾಮದಲ್ಲಿ ನಡೆದಿದೆ. ಗುಡುಗು ಸಹಿತ ಧಾರಕಾರವಾದ ಮಳೆ ಬಿದ್ದ ಹಿನ್ನಲೆಯಲ್ಲಿ ಫಸಲಿಗೆ ಬಂದಿದ್ದ ನೂರಾರು ಅಡಕೆ ಮರಗಳು ಮುರಿದು ಬಿದ್ದಿದ್ದು ರೈತ ಆತಂಕಕ್ಕೀಡಾಗಿದ್ದಾರೆ. ತಾಲೂಕಿನ ನಿಡಗಲ್ ಹೋಬಳಿ ವ್ಯಾಪ್ತಿಯ ಅರಸೀಕೆರೆ ಗ್ರಾಮದ ವಾಸಿ ರೈತ ಪ್ರಕಾಶ್ ಎಂಬುವರು ವ್ಯವಸಾಯದಿಂದಲೇ ಜೀವನ ಸಾಗಿಸುತ್ತಿದ್ದಾರೆ. ತಮಗೆ ಸೇರಿದ್ದ ಗ್ರಾಮದ ಸರ್ವೇ ನಂಬರ್ 127/2 ರ ಜಮೀನಿನಲ್ಲಿ ಹೊಲಗಾರಿಕೆ ಬೆಳೆ ಬೆಳೆಯುತ್ತಿದ್ದ ಈ ಪ್ರತಿ ಫಲವಾಗಿ ಬೆಳೆ ಹಾನಿ ನಿರ್ವಹಣೆ ಅತ್ಯಂತ ಕಷ್ಟಕರವಾಗಿದ್ದು ವಿಶ್ವಾಸದಿಂದ ಮಾಡಿದ ಕೃಷಿ ಪ್ರಯತ್ನದಲ್ಲಿ ಅಡಕೆ ಸಸಿ ನಾಟಿ ಮಾಡಿ ಸುಮಾರು 12ವರ್ಷ ನೀರು ಹಾಯಿಸುತ್ತಿದ್ದರು.: [27, 153, 185, 334]
- waterlogged-road-illustration: [43, 884, 286, 1047]
- solar-ad-badge: ಉತ್ತಮ ಸೇವೆ: [815, 1303, 875, 1315]
- nursing-col1: ತುಮಕೂರು,ಮೇ.22– ಟಿ.ಬೇಗೂರಿನ ಶ್ರೀ ಸಿದ್ಧಾರ್ಥ ಶುಶ್ರೂಷಕರ ಮಹಾವಿದ್ಯಾಲಯ ಮತ್ತು ಸಂಶೋಧನಾ ಕೇಂದ್ರದಲ್ಲಿ ಫ್ಲಾರೆನ್ಸ್ ನೈಟಿಂಗೆಲ್ ಜನ್ಮ ದಿನೋತ್ಸವವನ್ನು ಆಚರಿಸಲಾಯಿತು. ಈ ಸಂದರ್ಭದಲ್ಲಿ ಕಾಲೇಜಿನ ಪ್ರಾಂಶುಪಾಲರಾದ ಎನ್.ವಿ.ಚಂದ್ರಶೇಖರ್ ಮಾತನಾಡಿ ರೋಗಿಗಳ ಮನೋಭಾವನೆಗೆ ತಕ್ಕಂತೆ ಕಾರ್ಯಕ್ಷಮತೆ ವಹಿಸುವುದು ಮಾದರಿಯಾಗಿದೆ ಎಂದರು. ಕೋವಿಡ್ ಸಂದರ್ಭದಲ್ಲಿ ದಾದಿಯರು ಪ್ರಾಣದ ಹಂಗನ್ನು ತೊರೆದು ಸೇವೆ ಸಲ್ಲಿಸಿರುವುದು ಅವಿಸ್ಮರಣೀಯ, ರೋಗಿಗಳ ಲಾಲನೆ,: [27, 666, 167, 786]
- uniform-ad-visit: ಸಮವಸ್ತ್ರಗಳಿಗಾಗಿ ಭೇಟಿಕೊಡಿ: [680, 1105, 720, 1125]
- group-people-illustration: [28, 511, 468, 661]
- solar-heater-illustration: [625, 1238, 900, 1346]
- solar-ad-products: [625, 1238, 900, 1346]
- road-col4-subhead: ಬರದಲೇಪಾಳ್ಯದವರು ಜಾಗ ಬಿಡಲಿಲ್ಲ: [478, 1076, 574, 1086]
- masthead-top-rule: [20, 25, 865, 27]
- solar-ad-header: [625, 1170, 900, 1238]
- masthead-date: ದಿನಾಂಕ:22-05-2024 ಬುಧವಾರ: [28, 33, 149, 44]
- masthead-bottom-rule: [20, 52, 865, 54]
- jatra-banner: ಪೂಜಾ ಮಾರಮ್ಮನ ಜಾತ್ರಾ ಮಹೋತ್ಸವ: [694, 79, 846, 97]
- road-col3: ಓಡಾಡಲು ಅಸಾಧ್ಯ ಎನ್ನುವಂತಾಗಿದೆ. ಒಟ್ಟಾರೆ ಈ ಹದಗೆಟ್ಟ ರಸ್ತೆಯಿಂದ ಜನರ ರೋಸಿ ಹೋಗಿದ್ದಾರೆ. ರಸ್ತೆ ದುರಸ್ತಿ ಮಾಡಿ ಎಂದರೆ ಅಧಿಕಾರಿಗಳು ಕ್ಯಾರೆ ಎನ್ನುತ್ತಿಲ್ಲ. ಪ್ರತಿ ವರ್ಷ ರಸ್ತೆ ಅಭಿವೃದ್ಧಿ ಹೆಸರಲ್ಲಿ ಕೋಟಿ–ಕೋಟಿ ಹಣ ವ್ಯಯವಾಗುತ್ತಿದೆ. ರಸ್ತೆಗಳು ಸಿಸಿ ಮತ್ತು ಡಾಂಬರ್ ಕಂಡರೂ, ಈ ರಸ್ತೆ ದುರಸ್ತಿ ಮಾಡಲು ಸರಕಾರದ ಗಮನ ಸೆಳೆಯಲು ಗ್ರಾಮಸ್ಥರು ಮುಂದಾಗುತ್ತಿದ್ದಾರೆ. ಇದರಿಂದ ರಸ್ತೆಯಲ್ಲಿ ಸಂಚಾರ ಮಾಡುವ ಸಾರ್ವಜನಿಕರು ತುಂಬಾ ತೊಂದರೆ ಅನುಭವಿಸುತ್ತಿದ್ದಾರೆ. ರಾಜಕಾರಣಿಗಳು ನಮ್ಮ ಓಟ್ ಬೇಕು ಪ್ರತಿ ಚುನಾವಣೆಯಲ್ಲಿ ಓಟ್ ಕೇಳೋಕೆ ನಮ್ಮೂರಿಗೆ ರಾಜಕಾರಣಿಗಳು ಬರುತ್ತಾರೆ. ಬಂದ ರಾಜಕಾರಣಿಗಳಿಗೆಲ್ಲಾ ನಮ್ಮೂರ ಜನರು ಮುಖ್ಯ ಬೇಡಿಕೆ ಈ ರಸ್ತೆ ಮಾಡಿ ಕೊಡಿ ಎಂದು ಕೇಳುತ್ತಾರೆ.: [335, 1053, 470, 1222]
- story1-underline: [172, 147, 442, 148]
- road-col4-top: ವ್ಯಾಪಾರಿ, ವೈ.ಎಸ್.ಪಾಳ್ಯ.: [478, 1052, 547, 1062]
- puc-headline-line1: ದ್ವಿತೀಯ ಪಿಯುಸಿಯಲ್ಲಿ ಅತ್ಯುನ್ನತ ಶ್ರೇಣಿಯಲ್ಲಿ: [634, 459, 896, 480]
- storm-photo: [190, 153, 462, 373]
